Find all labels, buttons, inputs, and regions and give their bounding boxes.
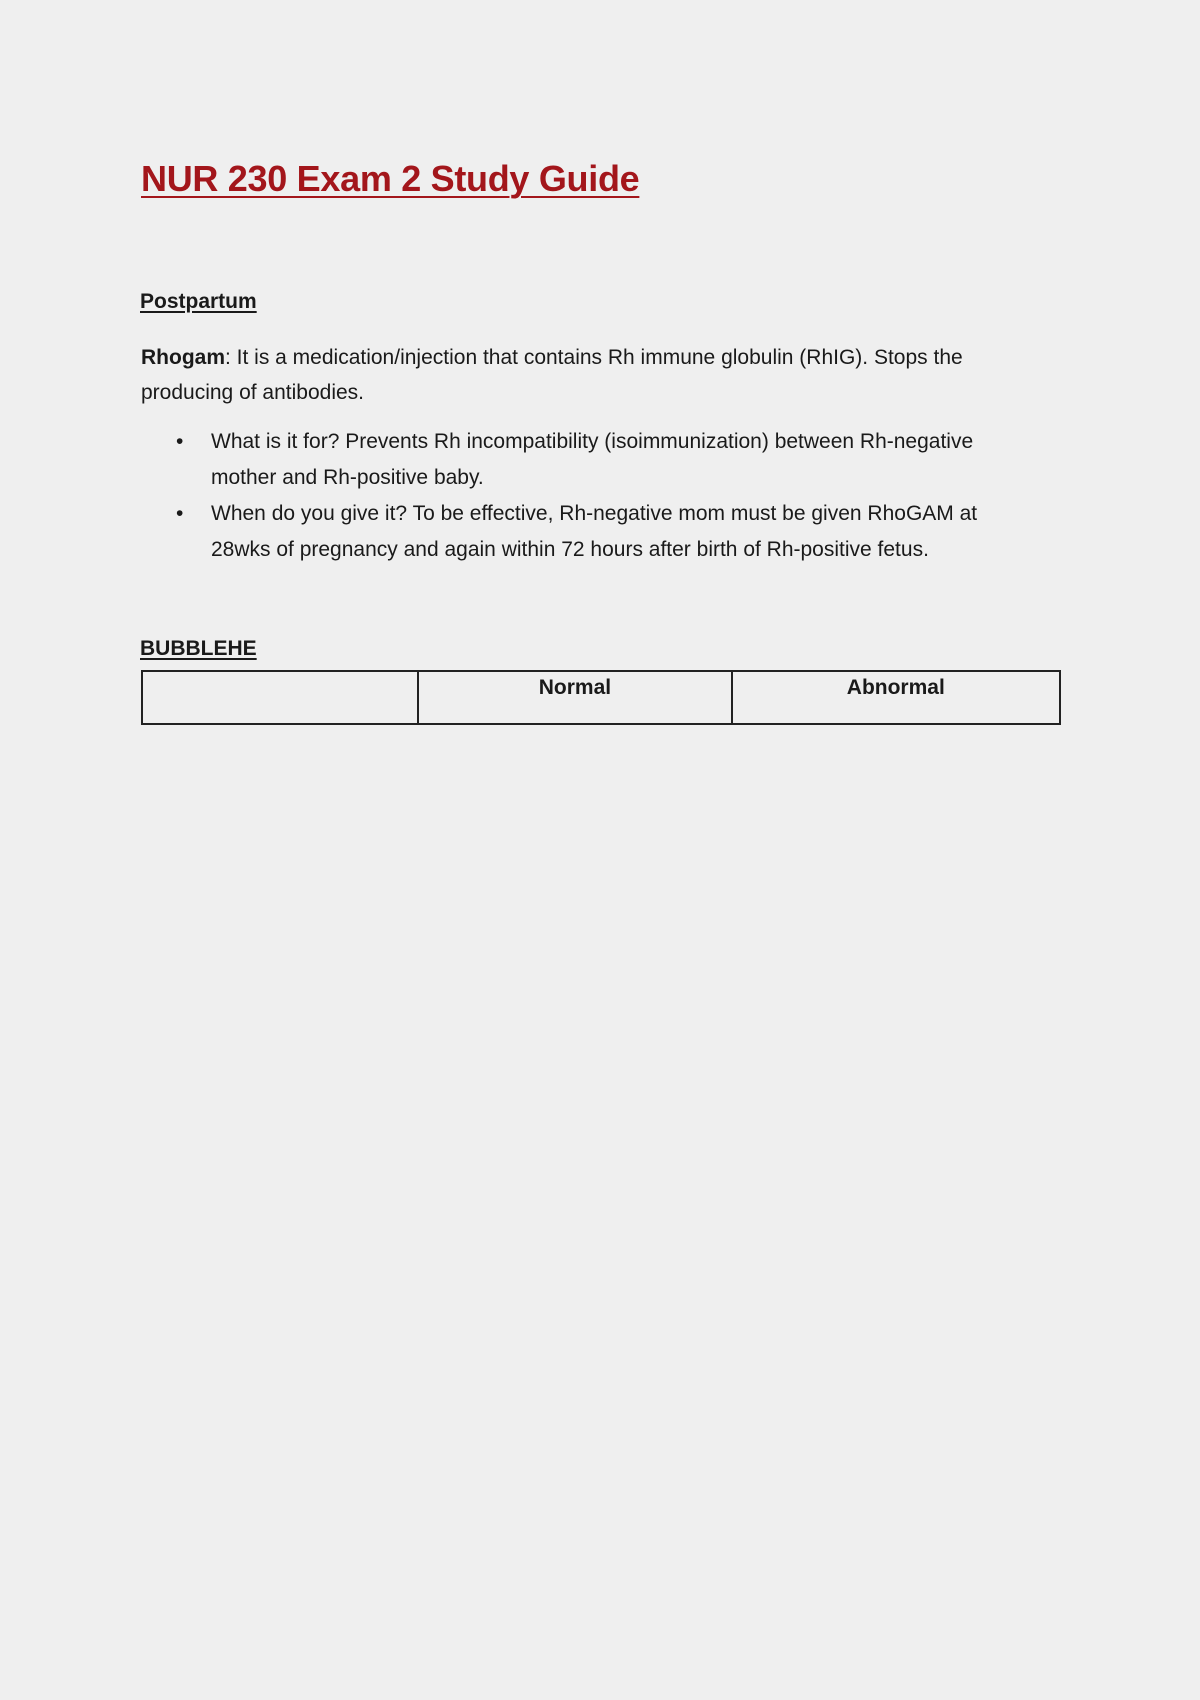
document-title: NUR 230 Exam 2 Study Guide	[141, 158, 640, 199]
rhogam-bullet-list	[141, 424, 1021, 568]
rhogam-term: Rhogam	[141, 346, 225, 369]
bullet-icon: •	[176, 502, 184, 525]
bullet-text: When do you give it? To be effective, Rh-negative mom must be given RhoGAM at 28wks of pregnancy and again within 72 hours after birth of Rh-positive fetus.	[211, 502, 978, 561]
bullet-icon: •	[176, 430, 184, 453]
table-header-cell-blank	[142, 671, 418, 724]
rhogam-definition-text: : It is a medication/injection that contains Rh immune globulin (RhIG). Stops the producing of antibodies.	[141, 346, 963, 404]
list-item	[141, 424, 1021, 496]
table-header-cell-normal: Normal	[418, 671, 731, 724]
bullet-text: What is it for? Prevents Rh incompatibility (isoimmunization) between Rh-negative mother and Rh-positive baby.	[211, 430, 974, 489]
table-header-row	[142, 671, 1060, 724]
list-item	[141, 496, 1021, 568]
table-header-cell-abnormal: Abnormal	[732, 671, 1060, 724]
bubblehe-table	[141, 670, 1061, 725]
section-heading-postpartum: Postpartum	[140, 290, 257, 313]
section-heading-bubblehe: BUBBLEHE	[140, 637, 257, 660]
rhogam-definition	[141, 340, 1021, 410]
